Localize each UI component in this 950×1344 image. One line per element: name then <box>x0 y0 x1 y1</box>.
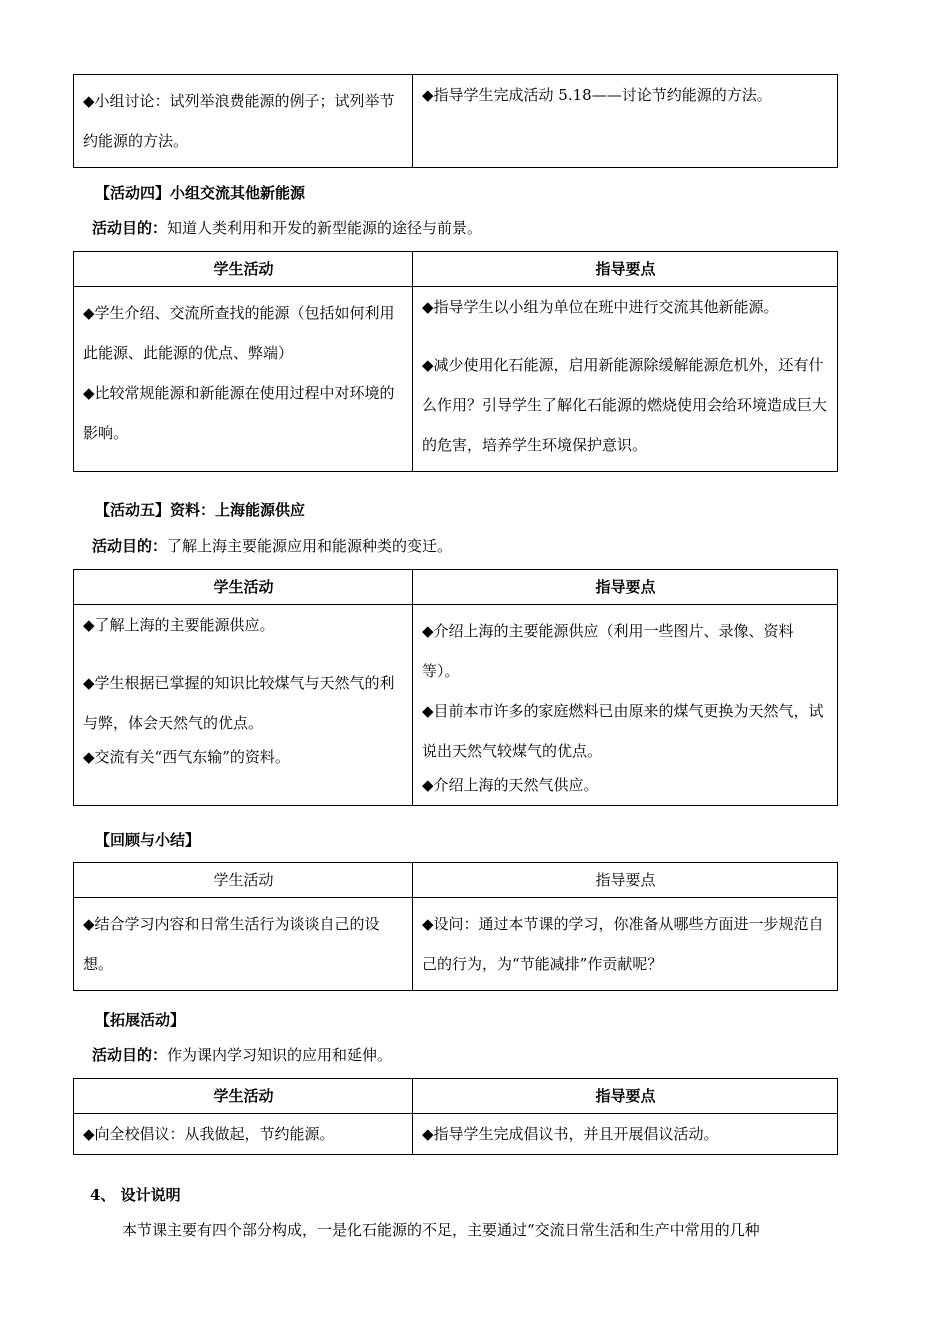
purpose-label: 活动目的： <box>92 537 168 555</box>
cell-text: ◆交流有关“西气东输”的资料。 <box>83 748 290 766</box>
column-header-guidance: 指导要点 <box>413 1079 838 1114</box>
section4-heading: 4、 设计说明 <box>90 1186 181 1204</box>
column-header-guidance: 指导要点 <box>413 252 838 287</box>
guidance-cell <box>413 898 838 991</box>
column-header-student: 学生活动 <box>74 1079 413 1114</box>
section4-paragraph: 本节课主要有四个部分构成，一是化石能源的不足，主要通过“交流日常生活和生产中常用的几种 <box>122 1221 760 1239</box>
cell-text: ◆学生介绍、交流所查找的能源（包括如何利用此能源、此能源的优点、弊端） <box>83 304 395 362</box>
activity5-purpose <box>92 535 452 556</box>
review-heading: 【回顾与小结】 <box>95 831 201 849</box>
cell-text: ◆设问：通过本节课的学习，你准备从哪些方面进一步规范自己的行为，为“节能减排”作贡献呢？ <box>422 915 824 973</box>
guidance-cell <box>413 287 838 472</box>
review-table <box>73 862 838 991</box>
purpose-text: 作为课内学习知识的应用和延伸。 <box>167 1046 393 1064</box>
cell-text: ◆结合学习内容和日常生活行为谈谈自己的设想。 <box>83 915 380 973</box>
activity4-heading: 【活动四】小组交流其他新能源 <box>95 184 306 202</box>
guidance-cell <box>413 75 838 168</box>
cell-text: ◆比较常规能源和新能源在使用过程中对环境的影响。 <box>83 384 395 442</box>
student-activity-cell <box>74 605 413 806</box>
column-header-guidance: 指导要点 <box>413 570 838 605</box>
column-header-student: 学生活动 <box>74 570 413 605</box>
extension-heading: 【拓展活动】 <box>95 1011 186 1029</box>
guidance-cell <box>413 1114 838 1155</box>
cell-text: ◆了解上海的主要能源供应。 <box>83 616 275 634</box>
column-header-student: 学生活动 <box>74 863 413 898</box>
purpose-label: 活动目的： <box>92 219 168 237</box>
cell-text: ◆学生根据已掌握的知识比较煤气与天然气的利与弊，体会天然气的优点。 <box>83 674 395 732</box>
guidance-cell <box>413 605 838 806</box>
cell-text: ◆减少使用化石能源，启用新能源除缓解能源危机外，还有什么作用？引导学生了解化石能源的燃烧使用会给环境造成巨大的危害，培养学生环境保护意识。 <box>422 356 828 454</box>
student-activity-cell <box>74 898 413 991</box>
purpose-text: 了解上海主要能源应用和能源种类的变迁。 <box>167 537 453 555</box>
activity5-heading: 【活动五】资料：上海能源供应 <box>95 501 306 519</box>
cell-text: ◆小组讨论：试列举浪费能源的例子；试列举节约能源的方法。 <box>83 92 395 150</box>
cell-text: ◆介绍上海的天然气供应。 <box>422 776 599 794</box>
cell-text: ◆指导学生完成倡议书，并且开展倡议活动。 <box>422 1125 719 1143</box>
extension-table <box>73 1078 838 1155</box>
cell-text: ◆向全校倡议：从我做起，节约能源。 <box>83 1125 335 1143</box>
purpose-text: 知道人类利用和开发的新型能源的途径与前景。 <box>167 219 483 237</box>
cell-text: ◆介绍上海的主要能源供应（利用一些图片、录像、资料等）。 <box>422 622 794 680</box>
cell-text: ◆指导学生以小组为单位在班中进行交流其他新能源。 <box>422 298 779 316</box>
column-header-student: 学生活动 <box>74 252 413 287</box>
cell-text: ◆目前本市许多的家庭燃料已由原来的煤气更换为天然气，试说出天然气较煤气的优点。 <box>422 702 824 760</box>
activity4-table <box>73 251 838 472</box>
student-activity-cell <box>74 1114 413 1155</box>
extension-purpose <box>92 1044 392 1065</box>
top-activity-table <box>73 74 838 168</box>
purpose-label: 活动目的： <box>92 1046 168 1064</box>
activity4-purpose <box>92 217 482 238</box>
column-header-guidance: 指导要点 <box>413 863 838 898</box>
student-activity-cell <box>74 75 413 168</box>
activity5-table <box>73 569 838 806</box>
student-activity-cell <box>74 287 413 472</box>
cell-text: ◆指导学生完成活动 5.18——讨论节约能源的方法。 <box>422 86 772 104</box>
